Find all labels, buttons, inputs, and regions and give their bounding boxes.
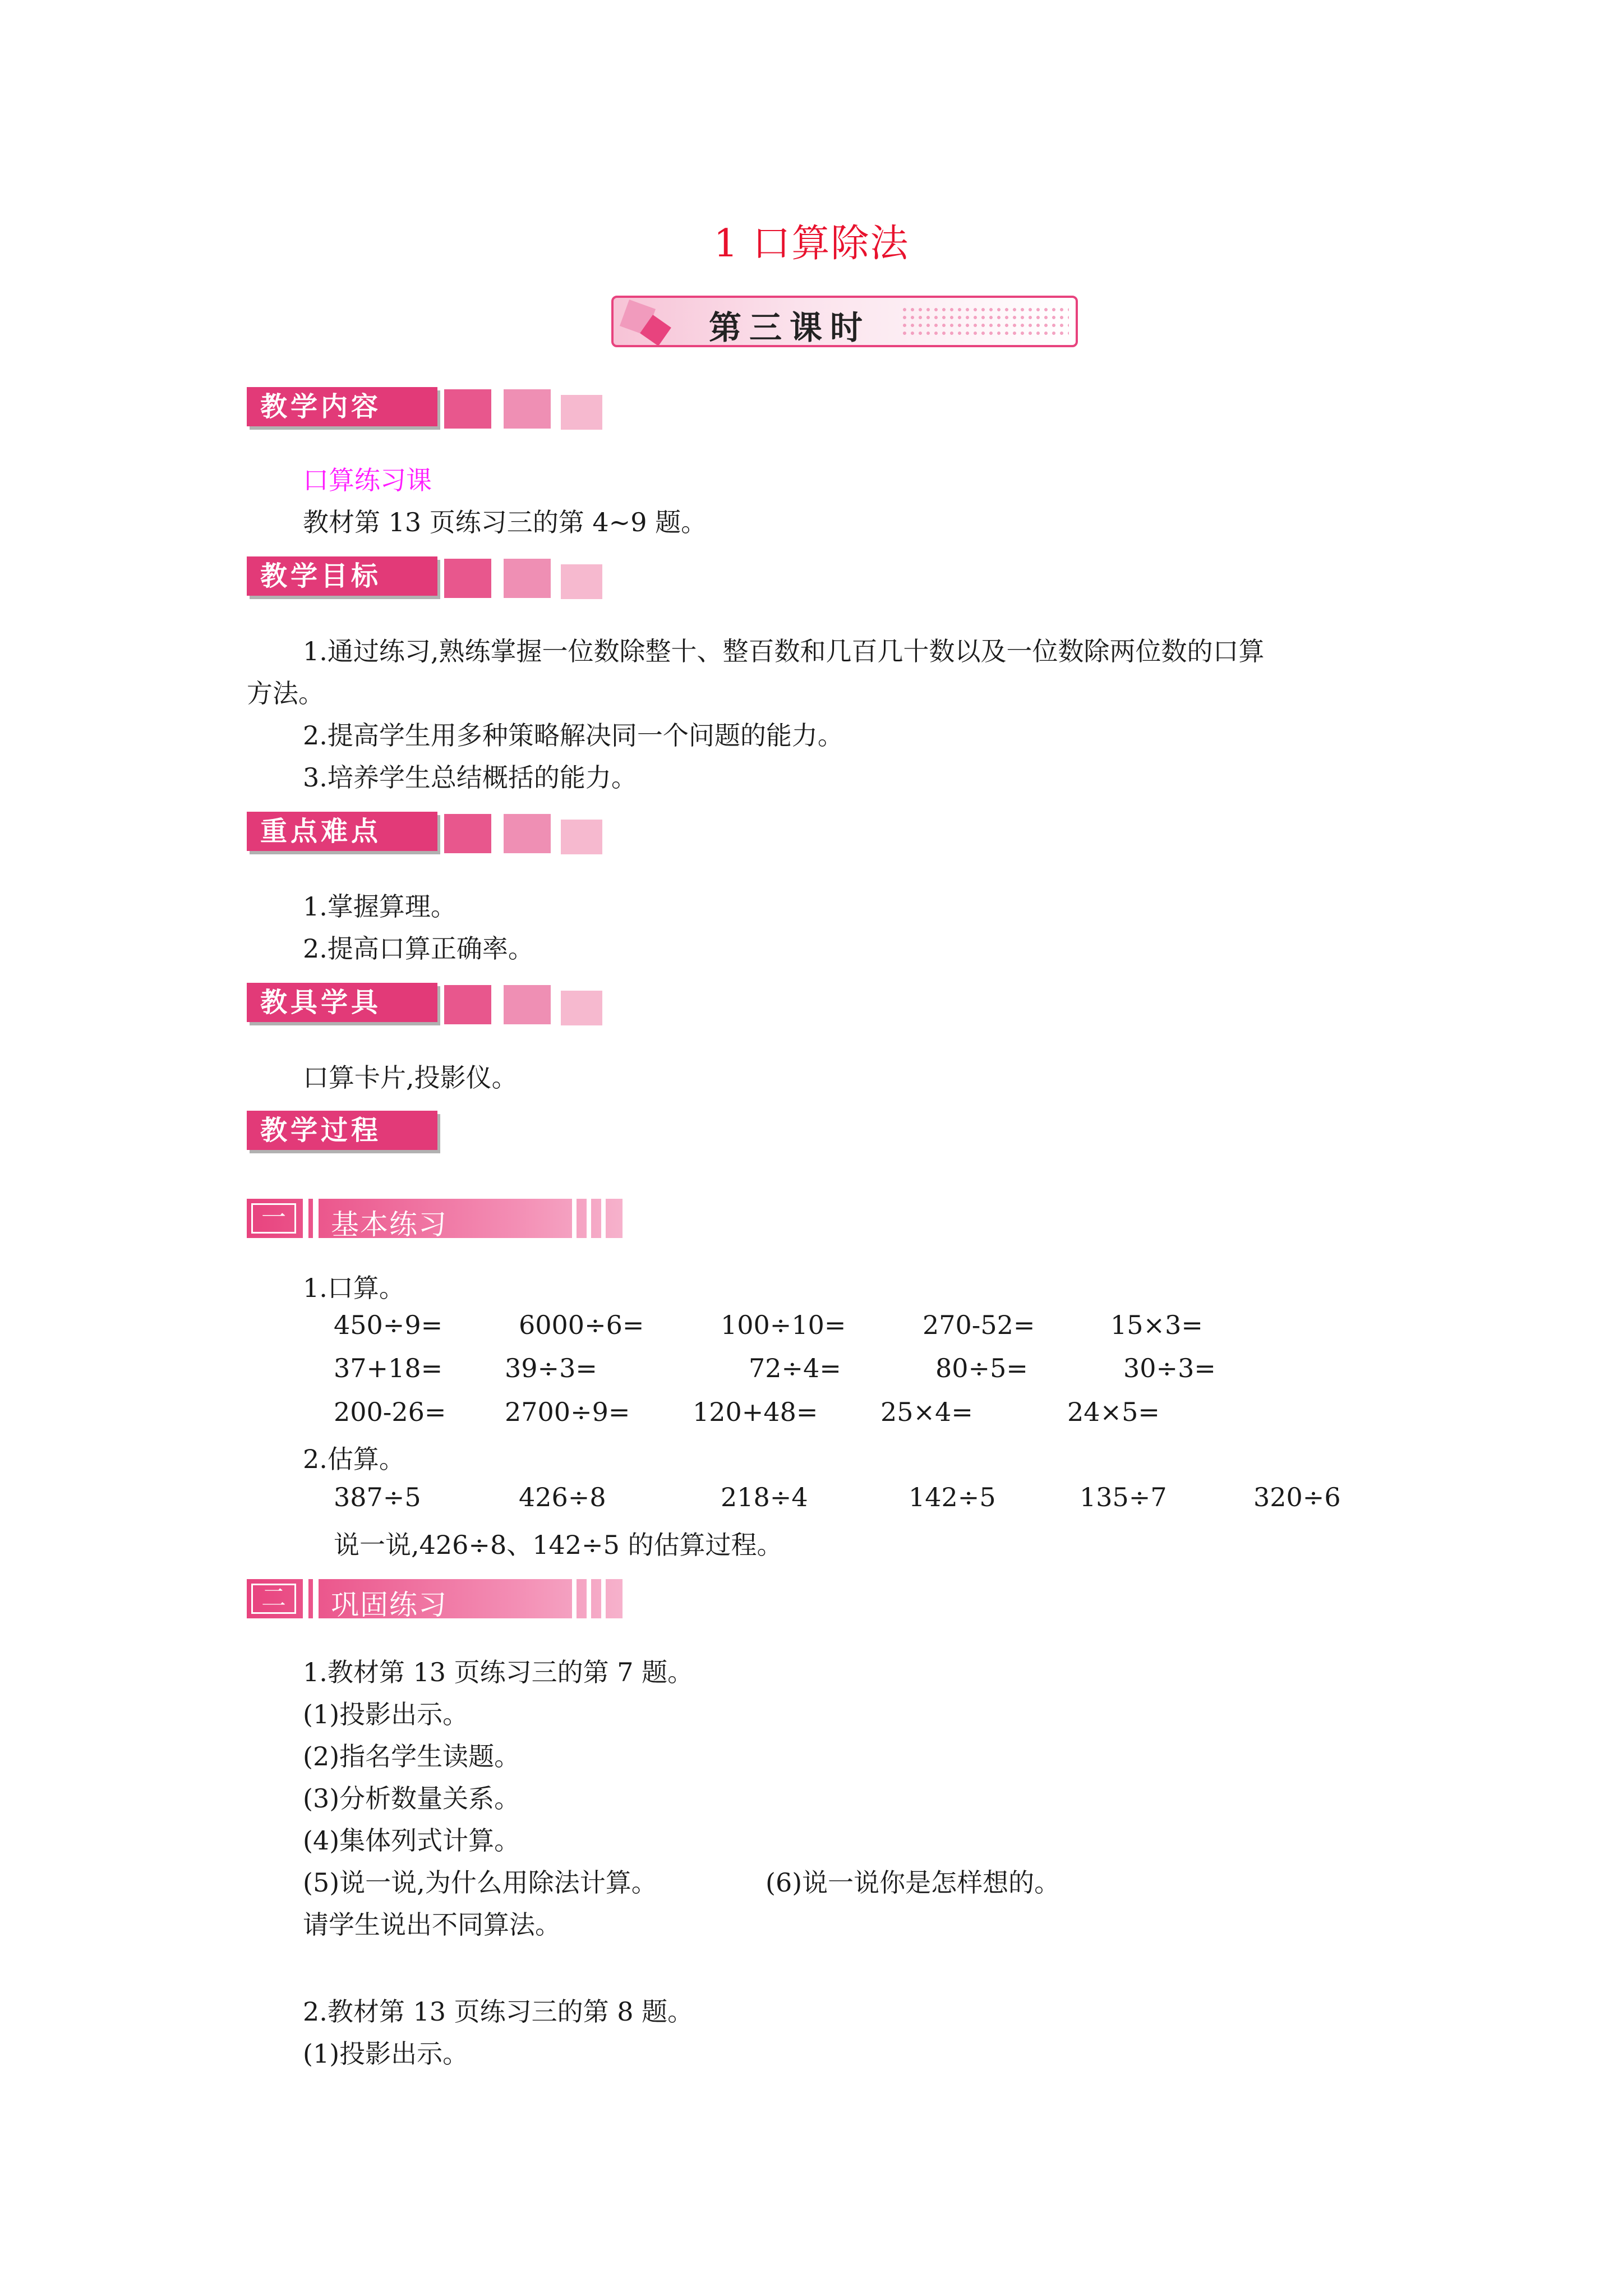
divider xyxy=(572,1199,577,1238)
section-label: 教具学具 xyxy=(247,983,437,1022)
part-number: 一 xyxy=(251,1203,296,1234)
decor-square xyxy=(444,814,491,853)
calc-item: 30÷3= xyxy=(1123,1353,1216,1383)
lesson-banner xyxy=(611,296,1078,347)
decor-square xyxy=(561,395,602,430)
step-line: (1)投影出示。 xyxy=(303,2039,469,2069)
calc-item: 25×4= xyxy=(880,1397,973,1427)
content-line: 口算练习课 xyxy=(303,465,432,495)
question-line: 1.口算。 xyxy=(303,1273,405,1303)
estimate-item: 320÷6 xyxy=(1253,1482,1341,1512)
divider xyxy=(601,1199,606,1238)
decor-square xyxy=(504,814,551,853)
divider xyxy=(572,1579,577,1618)
part-number: 二 xyxy=(251,1584,296,1614)
step-line: (2)指名学生读题。 xyxy=(303,1741,520,1772)
question-line: 2.估算。 xyxy=(303,1444,405,1474)
question-line: 1.教材第 13 页练习三的第 7 题。 xyxy=(303,1657,694,1687)
page-title: 1 口算除法 xyxy=(713,222,910,266)
estimate-item: 387÷5 xyxy=(334,1482,421,1512)
part-title: 巩固练习 xyxy=(331,1589,448,1621)
step-line: (4)集体列式计算。 xyxy=(303,1825,520,1856)
question-line: 2.教材第 13 页练习三的第 8 题。 xyxy=(303,1996,694,2027)
part-title: 基本练习 xyxy=(331,1208,448,1241)
divider xyxy=(303,1199,308,1238)
divider xyxy=(601,1579,606,1618)
calc-item: 120+48= xyxy=(693,1397,818,1427)
decor-square xyxy=(504,985,551,1024)
question-line: 说一说,426÷8、142÷5 的估算过程。 xyxy=(334,1530,783,1560)
part-header-consolidate xyxy=(247,1579,623,1621)
calc-item: 2700÷9= xyxy=(505,1397,630,1427)
decor-square xyxy=(504,389,551,429)
calc-item: 72÷4= xyxy=(749,1353,841,1383)
banner-dots-decoration xyxy=(901,306,1069,339)
part-header-basic xyxy=(247,1199,623,1241)
estimate-item: 135÷7 xyxy=(1080,1482,1167,1512)
calc-item: 39÷3= xyxy=(505,1353,597,1383)
decor-square xyxy=(444,985,491,1024)
section-label: 教学目标 xyxy=(247,556,437,596)
divider xyxy=(313,1579,319,1618)
lesson-banner-label: 第三课时 xyxy=(709,309,871,347)
keypoint-line: 1.掌握算理。 xyxy=(303,891,457,922)
calc-item: 24×5= xyxy=(1067,1397,1160,1427)
calc-item: 15×3= xyxy=(1110,1310,1203,1340)
step-line: (1)投影出示。 xyxy=(303,1699,469,1729)
calc-item: 80÷5= xyxy=(935,1353,1028,1383)
divider xyxy=(587,1199,591,1238)
estimate-item: 218÷4 xyxy=(721,1482,808,1512)
calc-item: 450÷9= xyxy=(334,1310,443,1340)
decor-square xyxy=(561,991,602,1025)
decor-square xyxy=(561,564,602,599)
step-line: (6)说一说你是怎样想的。 xyxy=(766,1867,1061,1898)
section-label: 重点难点 xyxy=(247,812,437,851)
content-line: 教材第 13 页练习三的第 4~9 题。 xyxy=(303,507,707,537)
estimate-item: 426÷8 xyxy=(519,1482,606,1512)
decor-square xyxy=(504,559,551,598)
section-label: 教学过程 xyxy=(247,1111,437,1150)
goal-line: 3.培养学生总结概括的能力。 xyxy=(303,762,637,793)
decor-square xyxy=(444,389,491,429)
calc-item: 100÷10= xyxy=(721,1310,846,1340)
step-line: 请学生说出不同算法。 xyxy=(303,1910,561,1940)
decor-square xyxy=(561,820,602,854)
keypoint-line: 2.提高口算正确率。 xyxy=(303,933,534,964)
divider xyxy=(313,1199,319,1238)
divider xyxy=(303,1579,308,1618)
estimate-item: 142÷5 xyxy=(909,1482,996,1512)
decor-square xyxy=(444,559,491,598)
goal-line: 2.提高学生用多种策略解决同一个问题的能力。 xyxy=(303,720,843,751)
divider xyxy=(587,1579,591,1618)
step-line: (3)分析数量关系。 xyxy=(303,1783,520,1814)
calc-item: 200-26= xyxy=(334,1397,446,1427)
section-label: 教学内容 xyxy=(247,387,437,426)
tools-line: 口算卡片,投影仪。 xyxy=(303,1062,518,1093)
calc-item: 6000÷6= xyxy=(519,1310,644,1340)
calc-item: 37+18= xyxy=(334,1353,443,1383)
goal-line: 1.通过练习,熟练掌握一位数除整十、整百数和几百几十数以及一位数除两位数的口算 xyxy=(303,636,1265,666)
step-line: (5)说一说,为什么用除法计算。 xyxy=(303,1867,657,1898)
goal-line: 方法。 xyxy=(247,678,324,708)
calc-item: 270-52= xyxy=(923,1310,1035,1340)
